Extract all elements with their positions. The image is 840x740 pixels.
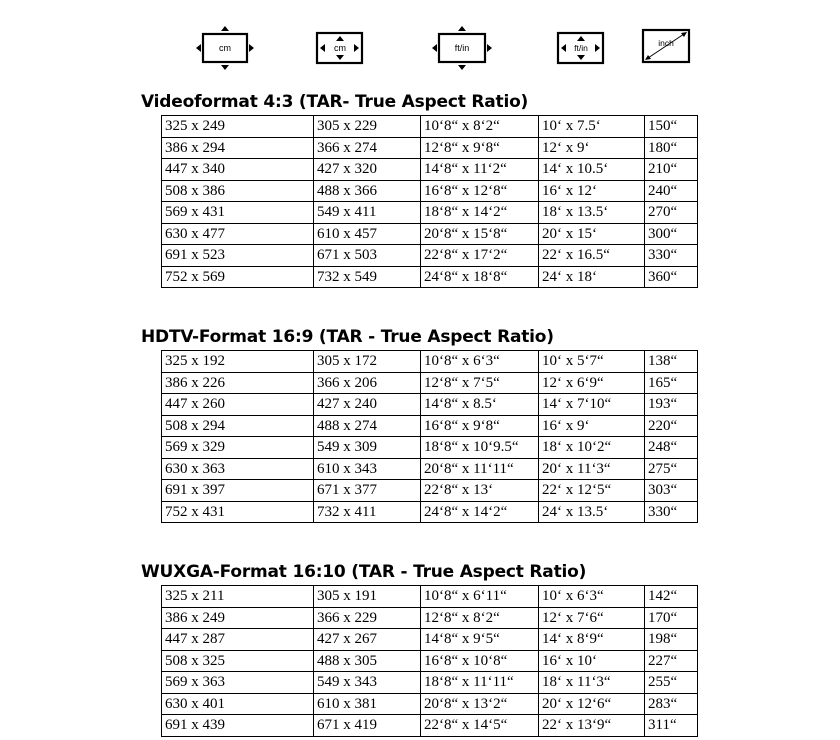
- cell-screen-size-cm: 569 x 329: [162, 437, 314, 459]
- cell-image-size-ft-in: 24‘ x 13.5‘: [539, 501, 645, 523]
- cell-image-size-ft-in: 10‘ x 6‘3“: [539, 586, 645, 608]
- cell-screen-size-ft-in: 14‘8“ x 8.5‘: [421, 394, 539, 416]
- cell-diagonal-inch: 275“: [645, 458, 698, 480]
- table-row: [162, 180, 698, 202]
- table-16-10: [161, 585, 698, 737]
- cell-screen-size-ft-in: 20‘8“ x 13‘2“: [421, 693, 539, 715]
- cell-screen-size-ft-in: 24‘8“ x 14‘2“: [421, 501, 539, 523]
- cell-diagonal-inch: 330“: [645, 245, 698, 267]
- cell-image-size-cm: 488 x 305: [314, 650, 421, 672]
- cell-image-size-cm: 427 x 320: [314, 159, 421, 181]
- cell-diagonal-inch: 220“: [645, 415, 698, 437]
- cell-image-size-ft-in: 24‘ x 18‘: [539, 266, 645, 288]
- cell-screen-size-ft-in: 16‘8“ x 10‘8“: [421, 650, 539, 672]
- table-row: [162, 137, 698, 159]
- cell-image-size-cm: 549 x 343: [314, 672, 421, 694]
- table-row: [162, 394, 698, 416]
- cell-image-size-cm: 366 x 274: [314, 137, 421, 159]
- table-row: [162, 437, 698, 459]
- cell-image-size-cm: 549 x 411: [314, 202, 421, 224]
- cell-screen-size-ft-in: 12‘8“ x 8‘2“: [421, 607, 539, 629]
- cell-image-size-cm: 305 x 229: [314, 116, 421, 138]
- cell-diagonal-inch: 300“: [645, 223, 698, 245]
- image-cm-width-icon: [314, 24, 366, 77]
- cell-image-size-cm: 732 x 549: [314, 266, 421, 288]
- cell-screen-size-cm: 447 x 340: [162, 159, 314, 181]
- cell-image-size-ft-in: 20‘ x 12‘6“: [539, 693, 645, 715]
- cell-screen-size-ft-in: 14‘8“ x 9‘5“: [421, 629, 539, 651]
- cell-screen-size-cm: 325 x 211: [162, 586, 314, 608]
- cell-image-size-ft-in: 22‘ x 16.5“: [539, 245, 645, 267]
- cell-screen-size-cm: 447 x 287: [162, 629, 314, 651]
- table-row: [162, 245, 698, 267]
- cell-screen-size-cm: 691 x 397: [162, 480, 314, 502]
- table-row: [162, 715, 698, 737]
- cell-image-size-cm: 305 x 191: [314, 586, 421, 608]
- cell-screen-size-cm: 752 x 569: [162, 266, 314, 288]
- cell-image-size-ft-in: 14‘ x 8‘9“: [539, 629, 645, 651]
- cell-screen-size-ft-in: 24‘8“ x 18‘8“: [421, 266, 539, 288]
- cell-image-size-cm: 671 x 503: [314, 245, 421, 267]
- cell-image-size-cm: 671 x 419: [314, 715, 421, 737]
- cell-image-size-cm: 549 x 309: [314, 437, 421, 459]
- cell-screen-size-ft-in: 22‘8“ x 14‘5“: [421, 715, 539, 737]
- table-row: [162, 372, 698, 394]
- cell-screen-size-cm: 325 x 249: [162, 116, 314, 138]
- cell-image-size-cm: 671 x 377: [314, 480, 421, 502]
- table-row: [162, 629, 698, 651]
- cell-screen-size-ft-in: 14‘8“ x 11‘2“: [421, 159, 539, 181]
- cell-screen-size-ft-in: 10‘8“ x 8‘2“: [421, 116, 539, 138]
- icon-header-row: [0, 24, 840, 72]
- cell-image-size-ft-in: 12‘ x 7‘6“: [539, 607, 645, 629]
- table-row: [162, 672, 698, 694]
- cell-diagonal-inch: 150“: [645, 116, 698, 138]
- cell-screen-size-cm: 569 x 363: [162, 672, 314, 694]
- cell-image-size-cm: 305 x 172: [314, 351, 421, 373]
- cell-screen-size-ft-in: 20‘8“ x 11‘11“: [421, 458, 539, 480]
- icon-label: inch: [658, 38, 674, 48]
- cell-diagonal-inch: 360“: [645, 266, 698, 288]
- cell-image-size-ft-in: 22‘ x 12‘5“: [539, 480, 645, 502]
- cell-image-size-cm: 366 x 206: [314, 372, 421, 394]
- cell-diagonal-inch: 198“: [645, 629, 698, 651]
- cell-screen-size-ft-in: 16‘8“ x 12‘8“: [421, 180, 539, 202]
- cell-image-size-ft-in: 22‘ x 13‘9“: [539, 715, 645, 737]
- table-row: [162, 693, 698, 715]
- cell-image-size-ft-in: 12‘ x 6‘9“: [539, 372, 645, 394]
- cell-screen-size-ft-in: 12‘8“ x 7‘5“: [421, 372, 539, 394]
- cell-image-size-ft-in: 10‘ x 5‘7“: [539, 351, 645, 373]
- cell-screen-size-cm: 386 x 294: [162, 137, 314, 159]
- cell-diagonal-inch: 270“: [645, 202, 698, 224]
- icon-label: cm: [219, 43, 231, 53]
- cell-image-size-ft-in: 14‘ x 7‘10“: [539, 394, 645, 416]
- cell-image-size-ft-in: 18‘ x 13.5‘: [539, 202, 645, 224]
- cell-screen-size-ft-in: 20‘8“ x 15‘8“: [421, 223, 539, 245]
- cell-diagonal-inch: 303“: [645, 480, 698, 502]
- cell-diagonal-inch: 180“: [645, 137, 698, 159]
- cell-diagonal-inch: 227“: [645, 650, 698, 672]
- cell-screen-size-ft-in: 22‘8“ x 17‘2“: [421, 245, 539, 267]
- table-row: [162, 586, 698, 608]
- cell-diagonal-inch: 311“: [645, 715, 698, 737]
- cell-screen-size-ft-in: 16‘8“ x 9‘8“: [421, 415, 539, 437]
- cell-image-size-ft-in: 12‘ x 9‘: [539, 137, 645, 159]
- cell-screen-size-cm: 752 x 431: [162, 501, 314, 523]
- cell-screen-size-ft-in: 10‘8“ x 6‘3“: [421, 351, 539, 373]
- cell-screen-size-ft-in: 22‘8“ x 13‘: [421, 480, 539, 502]
- table-row: [162, 415, 698, 437]
- cell-diagonal-inch: 283“: [645, 693, 698, 715]
- cell-screen-size-cm: 386 x 226: [162, 372, 314, 394]
- diagonal-inch-icon: [640, 24, 692, 77]
- icon-label: ft/in: [574, 43, 588, 53]
- cell-screen-size-cm: 447 x 260: [162, 394, 314, 416]
- cell-image-size-ft-in: 20‘ x 15‘: [539, 223, 645, 245]
- cell-diagonal-inch: 255“: [645, 672, 698, 694]
- cell-image-size-cm: 427 x 240: [314, 394, 421, 416]
- table-row: [162, 116, 698, 138]
- cell-diagonal-inch: 240“: [645, 180, 698, 202]
- cell-image-size-ft-in: 10‘ x 7.5‘: [539, 116, 645, 138]
- cell-image-size-cm: 610 x 457: [314, 223, 421, 245]
- image-ft-in-icon: [555, 24, 607, 77]
- table-row: [162, 202, 698, 224]
- cell-screen-size-cm: 508 x 294: [162, 415, 314, 437]
- table-row: [162, 266, 698, 288]
- cell-screen-size-cm: 691 x 439: [162, 715, 314, 737]
- cell-image-size-ft-in: 16‘ x 10‘: [539, 650, 645, 672]
- cell-image-size-ft-in: 14‘ x 10.5‘: [539, 159, 645, 181]
- cell-diagonal-inch: 170“: [645, 607, 698, 629]
- cell-image-size-cm: 488 x 274: [314, 415, 421, 437]
- cell-screen-size-ft-in: 12‘8“ x 9‘8“: [421, 137, 539, 159]
- table-row: [162, 223, 698, 245]
- cell-image-size-cm: 610 x 381: [314, 693, 421, 715]
- cell-screen-size-cm: 630 x 401: [162, 693, 314, 715]
- section-title-16-10: WUXGA-Format 16:10 (TAR - True Aspect Ratio): [141, 562, 587, 582]
- table-row: [162, 351, 698, 373]
- cell-screen-size-ft-in: 18‘8“ x 11‘11“: [421, 672, 539, 694]
- cell-diagonal-inch: 330“: [645, 501, 698, 523]
- cell-screen-size-ft-in: 18‘8“ x 10‘9.5“: [421, 437, 539, 459]
- screen-cm-width-icon: [193, 24, 259, 77]
- table-row: [162, 159, 698, 181]
- cell-screen-size-cm: 325 x 192: [162, 351, 314, 373]
- cell-image-size-ft-in: 16‘ x 12‘: [539, 180, 645, 202]
- cell-image-size-cm: 732 x 411: [314, 501, 421, 523]
- table-row: [162, 480, 698, 502]
- cell-screen-size-cm: 508 x 325: [162, 650, 314, 672]
- cell-screen-size-cm: 630 x 477: [162, 223, 314, 245]
- cell-image-size-cm: 488 x 366: [314, 180, 421, 202]
- cell-image-size-ft-in: 16‘ x 9‘: [539, 415, 645, 437]
- cell-diagonal-inch: 138“: [645, 351, 698, 373]
- cell-diagonal-inch: 248“: [645, 437, 698, 459]
- cell-image-size-ft-in: 18‘ x 11‘3“: [539, 672, 645, 694]
- cell-image-size-ft-in: 20‘ x 11‘3“: [539, 458, 645, 480]
- table-4-3: [161, 115, 698, 288]
- icon-label: cm: [334, 43, 346, 53]
- table-row: [162, 650, 698, 672]
- cell-image-size-cm: 427 x 267: [314, 629, 421, 651]
- cell-screen-size-cm: 386 x 249: [162, 607, 314, 629]
- cell-diagonal-inch: 193“: [645, 394, 698, 416]
- cell-screen-size-cm: 630 x 363: [162, 458, 314, 480]
- cell-diagonal-inch: 165“: [645, 372, 698, 394]
- table-row: [162, 458, 698, 480]
- cell-screen-size-cm: 569 x 431: [162, 202, 314, 224]
- cell-diagonal-inch: 210“: [645, 159, 698, 181]
- cell-screen-size-cm: 691 x 523: [162, 245, 314, 267]
- table-16-9: [161, 350, 698, 523]
- icon-label: ft/in: [454, 43, 470, 53]
- cell-screen-size-ft-in: 10‘8“ x 6‘11“: [421, 586, 539, 608]
- screen-ft-in-icon: [429, 24, 497, 77]
- cell-image-size-cm: 610 x 343: [314, 458, 421, 480]
- section-title-16-9: HDTV-Format 16:9 (TAR - True Aspect Ratio): [141, 327, 554, 347]
- cell-diagonal-inch: 142“: [645, 586, 698, 608]
- cell-screen-size-cm: 508 x 386: [162, 180, 314, 202]
- section-title-4-3: Videoformat 4:3 (TAR- True Aspect Ratio): [141, 92, 529, 112]
- table-row: [162, 607, 698, 629]
- cell-image-size-ft-in: 18‘ x 10‘2“: [539, 437, 645, 459]
- table-row: [162, 501, 698, 523]
- cell-screen-size-ft-in: 18‘8“ x 14‘2“: [421, 202, 539, 224]
- cell-image-size-cm: 366 x 229: [314, 607, 421, 629]
